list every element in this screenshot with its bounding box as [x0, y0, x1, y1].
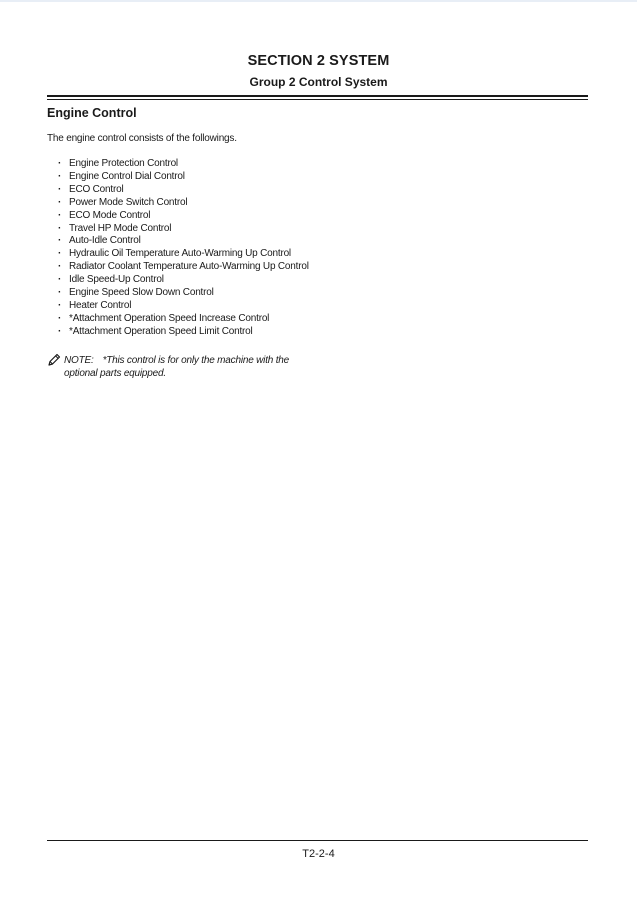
- list-item-text: Engine Control Dial Control: [69, 170, 185, 182]
- intro-text: The engine control consists of the followings.: [47, 133, 237, 144]
- list-item: [58, 300, 319, 313]
- list-item: [58, 326, 319, 339]
- engine-control-heading: Engine Control: [47, 106, 137, 120]
- bullet-icon: ·: [58, 248, 62, 260]
- list-item: [58, 261, 319, 274]
- note-label: NOTE:: [64, 355, 94, 366]
- header-rule-thin: [47, 99, 588, 100]
- bullet-icon: ·: [58, 235, 62, 247]
- bullet-icon: ·: [58, 274, 62, 286]
- list-item-text: Travel HP Mode Control: [69, 222, 172, 234]
- bullet-icon: ·: [58, 183, 62, 195]
- list-item-text: Power Mode Switch Control: [69, 196, 188, 208]
- top-edge: [0, 0, 637, 2]
- bullet-icon: ·: [58, 209, 62, 221]
- list-item-text: Hydraulic Oil Temperature Auto-Warming Up Control: [69, 248, 291, 260]
- list-item-text: ECO Mode Control: [69, 209, 151, 221]
- list-item: [58, 274, 319, 287]
- control-list: [58, 158, 319, 339]
- list-item-text: Heater Control: [69, 299, 132, 311]
- bullet-icon: ·: [58, 287, 62, 299]
- list-item: [58, 235, 319, 248]
- bullet-icon: ·: [58, 170, 62, 182]
- pencil-icon: [47, 353, 61, 367]
- list-item-text: Auto-Idle Control: [69, 235, 141, 247]
- section-title: SECTION 2 SYSTEM: [247, 53, 390, 69]
- list-item: [58, 287, 319, 300]
- note-body: *This control is for only the machine with the optional parts equipped.: [64, 355, 290, 379]
- list-item-text: *Attachment Operation Speed Increase Control: [69, 312, 270, 324]
- header-rule-thick: [47, 95, 588, 97]
- bullet-icon: ·: [58, 222, 62, 234]
- list-item-text: Radiator Coolant Temperature Auto-Warming Up Control: [69, 261, 309, 273]
- list-item: [58, 248, 319, 261]
- bullet-icon: ·: [58, 261, 62, 273]
- list-item-text: Engine Speed Slow Down Control: [69, 287, 214, 299]
- list-item-text: *Attachment Operation Speed Limit Control: [69, 325, 253, 337]
- list-item: [58, 197, 319, 210]
- list-item: [58, 184, 319, 197]
- footer-rule: [47, 840, 588, 841]
- list-item: [58, 223, 319, 236]
- list-item: [58, 210, 319, 223]
- group-title: Group 2 Control System: [249, 75, 388, 89]
- list-item: [58, 313, 319, 326]
- page-number: T2-2-4: [302, 848, 335, 860]
- bullet-icon: ·: [58, 196, 62, 208]
- list-item: [58, 158, 319, 171]
- bullet-icon: ·: [58, 312, 62, 324]
- list-item-text: ECO Control: [69, 183, 124, 195]
- bullet-icon: ·: [58, 158, 62, 169]
- note-text: [64, 354, 324, 380]
- bullet-icon: ·: [58, 299, 62, 311]
- list-item: [58, 171, 319, 184]
- list-item-text: Idle Speed-Up Control: [69, 274, 164, 286]
- bullet-icon: ·: [58, 325, 62, 337]
- list-item-text: Engine Protection Control: [69, 158, 178, 169]
